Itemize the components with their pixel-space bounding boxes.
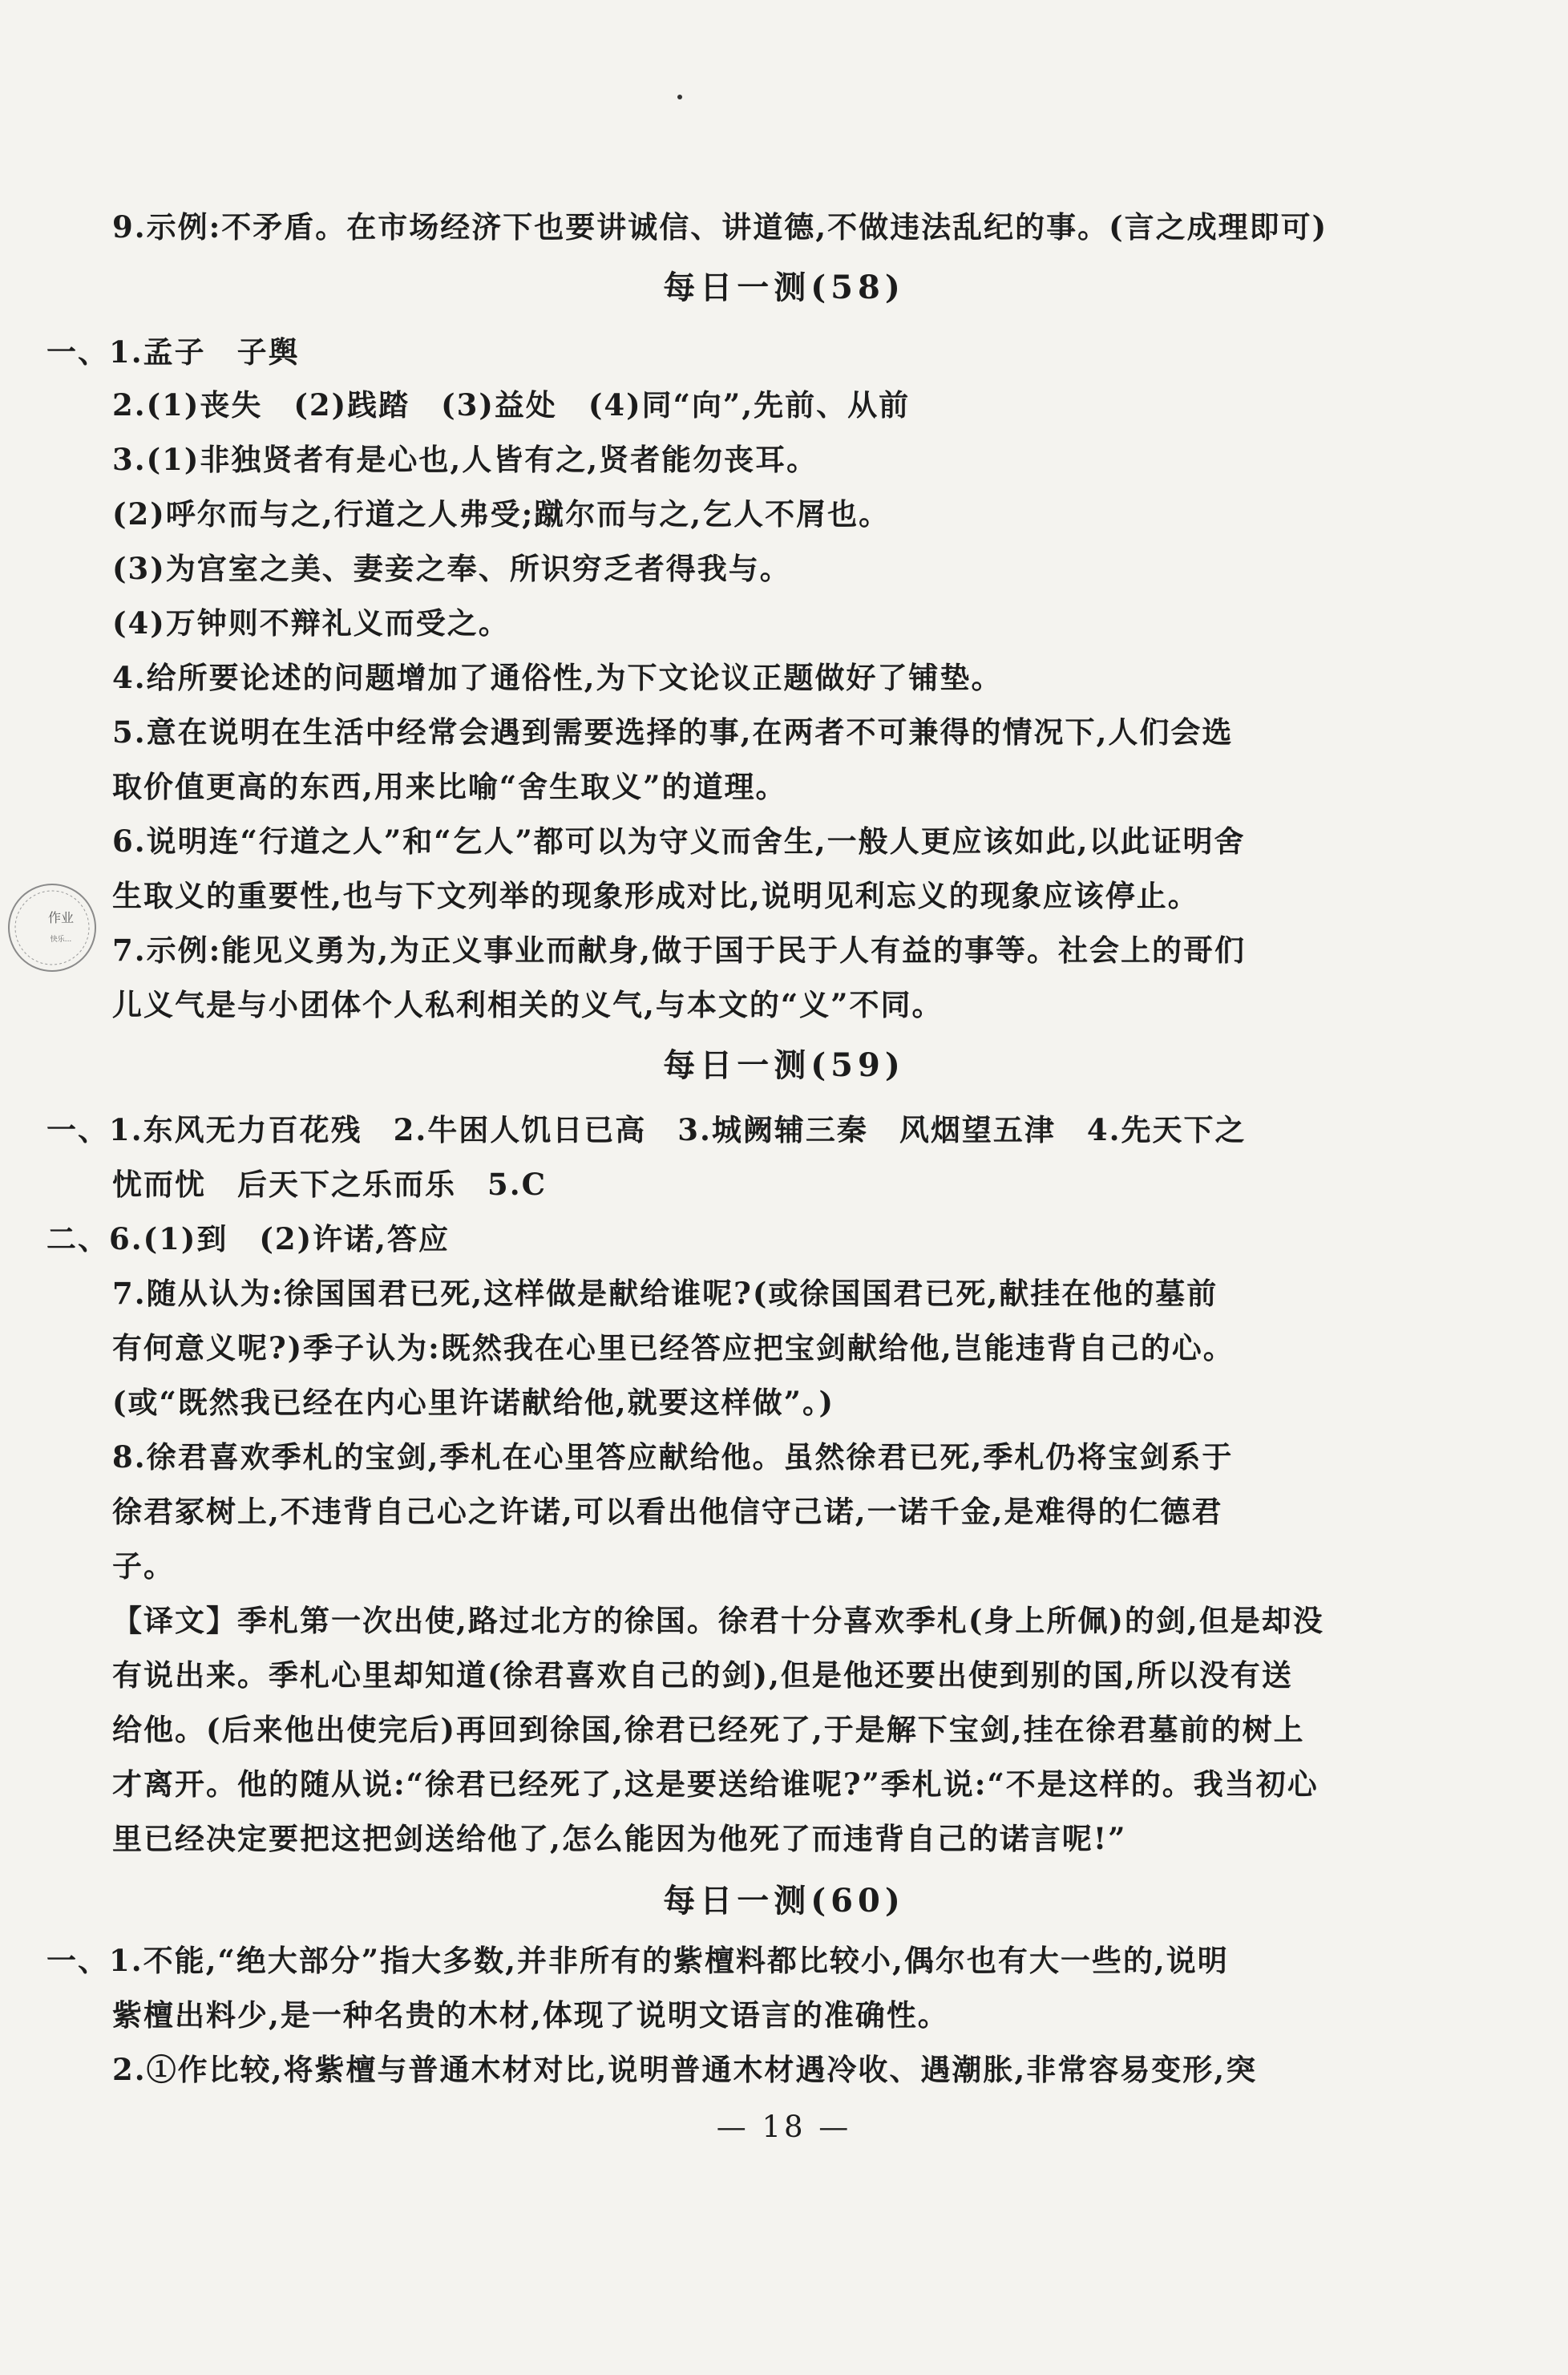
text-line: 一、1.不能,“绝大部分”指大多数,并非所有的紫檀料都比较小,偶尔也有大一些的,说明 (46, 1943, 1229, 1978)
text-line: (3)为宫室之美、妻妾之奉、所识穷乏者得我与。 (112, 551, 791, 586)
text-line: 二、6.(1)到 (2)许诺,答应 (46, 1221, 451, 1256)
text-line: 取价值更高的东西,用来比喻“舍生取义”的道理。 (112, 769, 787, 804)
text-line: 8.徐君喜欢季札的宝剑,季札在心里答应献给他。虽然徐君已死,季札仍将宝剑系于 (112, 1439, 1234, 1475)
text-line: 4.给所要论述的问题增加了通俗性,为下文论议正题做好了铺垫。 (112, 660, 1003, 695)
text-line: 子。 (112, 1548, 175, 1584)
text-line: 3.(1)非独贤者有是心也,人皆有之,贤者能勿丧耳。 (112, 442, 818, 477)
text-line: (4)万钟则不辩礼义而受之。 (112, 605, 510, 641)
text-line: 给他。(后来他出使完后)再回到徐国,徐君已经死了,于是解下宝剑,挂在徐君墓前的树上 (112, 1712, 1305, 1747)
page-number: — 18 — (716, 2110, 852, 2144)
text-line: 忧而忧 后天下之乐而乐 5.C (112, 1167, 548, 1202)
section-heading: 每日一测(60) (663, 1882, 905, 1920)
text-line: 一、1.东风无力百花残 2.牛困人饥日已高 3.城阙辅三秦 风烟望五津 4.先天下之 (46, 1112, 1247, 1147)
text-line: 9.示例:不矛盾。在市场经济下也要讲诚信、讲道德,不做违法乱纪的事。(言之成理即可) (112, 209, 1328, 245)
svg-text:快乐...: 快乐... (50, 936, 72, 944)
text-line: 里已经决定要把这把剑送给他了,怎么能因为他死了而违背自己的诺言呢!” (112, 1821, 1127, 1856)
text-line: 2.(1)丧失 (2)践踏 (3)益处 (4)同“向”,先前、从前 (112, 387, 911, 423)
text-line: 7.随从认为:徐国国君已死,这样做是献给谁呢?(或徐国国君已死,献挂在他的墓前 (112, 1276, 1218, 1311)
text-line: (或“既然我已经在内心里许诺献给他,就要这样做”。) (112, 1385, 835, 1420)
text-line: 2.①作比较,将紫檀与普通木材对比,说明普通木材遇冷收、遇潮胀,非常容易变形,突 (112, 2052, 1258, 2087)
text-line: 有何意义呢?)季子认为:既然我在心里已经答应把宝剑献给他,岂能违背自己的心。 (112, 1330, 1235, 1366)
text-line: 7.示例:能见义勇为,为正义事业而献身,做于国于民于人有益的事等。社会上的哥们 (112, 933, 1247, 968)
text-line: 【译文】季札第一次出使,路过北方的徐国。徐君十分喜欢季札(身上所佩)的剑,但是却没 (112, 1603, 1324, 1638)
text-line: 5.意在说明在生活中经常会遇到需要选择的事,在两者不可兼得的情况下,人们会选 (112, 714, 1234, 750)
section-heading: 每日一测(58) (663, 269, 905, 306)
text-line: 紫檀出料少,是一种名贵的木材,体现了说明文语言的准确性。 (112, 1997, 949, 2033)
text-line: (2)呼尔而与之,行道之人弗受;蹴尔而与之,乞人不屑也。 (112, 496, 891, 532)
text-line: 一、1.孟子 子舆 (46, 334, 300, 370)
homework-stamp-seal (5, 880, 99, 975)
text-line: 徐君冢树上,不违背自己心之许诺,可以看出他信守己诺,一诺千金,是难得的仁德君 (112, 1494, 1223, 1529)
text-line: 6.说明连“行道之人”和“乞人”都可以为守义而舍生,一般人更应该如此,以此证明舍 (112, 823, 1246, 859)
section-heading: 每日一测(59) (663, 1046, 905, 1084)
text-line: 有说出来。季札心里却知道(徐君喜欢自己的剑),但是他还要出使到别的国,所以没有送 (112, 1657, 1293, 1693)
svg-text:作业: 作业 (47, 910, 75, 925)
text-line: 生取义的重要性,也与下文列举的现象形成对比,说明见利忘义的现象应该停止。 (112, 878, 1199, 913)
print-speck (677, 95, 682, 99)
text-line: 儿义气是与小团体个人私利相关的义气,与本文的“义”不同。 (112, 987, 944, 1022)
text-line: 才离开。他的随从说:“徐君已经死了,这是要送给谁呢?”季札说:“不是这样的。我当初心 (112, 1766, 1319, 1802)
